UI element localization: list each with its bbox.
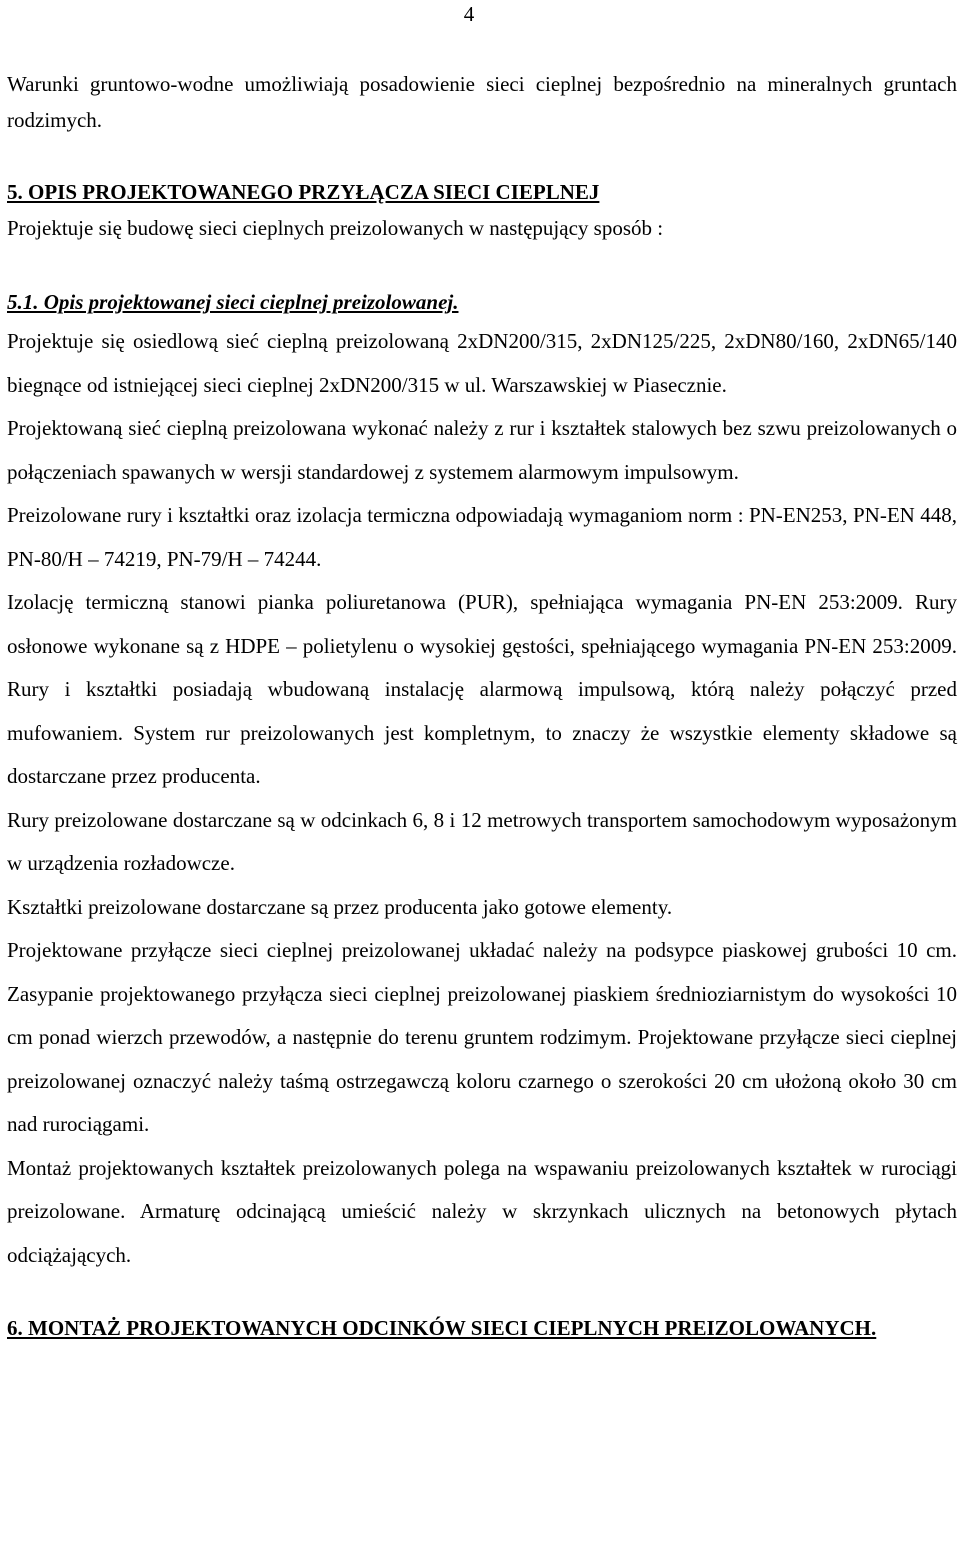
section-5-heading: 5. OPIS PROJEKTOWANEGO PRZYŁĄCZA SIECI CIEPLNEJ <box>7 180 600 204</box>
page-number: 4 <box>463 2 475 26</box>
document-body <box>7 66 957 1350</box>
paragraph-pipe-material: Projektowaną sieć cieplną preizolowana wykonać należy z rur i kształtek stalowych bez szwu preizolowanych o połączeniach spawanych w wersji standardowej z systemem alarmowym impulsowym. <box>7 416 957 484</box>
paragraph-laying: Projektowane przyłącze sieci cieplnej preizolowanej układać należy na podsypce piaskowej grubości 10 cm. Zasypanie projektowanego przyłącza sieci cieplnej preizolowanej piaskiem średnioziarnistym do wysokości 10 cm ponad wierzch przewodów, a następnie do terenu gruntem rodzimym. Projektowane przyłącze sieci cieplnej preizolowanej oznaczyć należy taśmą ostrzegawczą koloru czarnego o szerokości 20 cm ułożoną około 30 cm nad rurociągami. <box>7 938 957 1136</box>
spacer <box>7 1277 957 1307</box>
section-5-intro: Projektuje się budowę sieci cieplnych preizolowanych w następujący sposób : <box>7 216 664 240</box>
spacer <box>7 246 957 284</box>
paragraph-insulation: Izolację termiczną stanowi pianka poliuretanowa (PUR), spełniająca wymagania PN-EN 253:2009. Rury osłonowe wykonane są z HDPE – polietylenu o wysokiej gęstości, spełniającego wymagania PN-EN 253:2009. Rury i kształtki posiadają wbudowaną instalację alarmową impulsową, którą należy połączyć przed mufowaniem. System rur preizolowanych jest kompletnym, to znaczy że wszystkie elementy składowe są dostarczane przez producenta. <box>7 590 957 788</box>
section-5-1-heading: 5.1. Opis projektowanej sieci cieplnej preizolowanej. <box>7 290 459 314</box>
paragraph-assembly: Montaż projektowanych kształtek preizolowanych polega na wspawaniu preizolowanych kształtek w rurociągi preizolowane. Armaturę odcinającą umieścić należy w skrzynkach ulicznych na betonowych płytach odciążających. <box>7 1155 957 1267</box>
section-6-heading: 6. MONTAŻ PROJEKTOWANYCH ODCINKÓW SIECI CIEPLNYCH PREIZOLOWANYCH. <box>7 1316 877 1340</box>
spacer <box>7 138 957 174</box>
paragraph-fittings: Kształtki preizolowane dostarczane są przez producenta jako gotowe elementy. <box>7 894 673 919</box>
paragraph-delivery: Rury preizolowane dostarczane są w odcinkach 6, 8 i 12 metrowych transportem samochodowym wyposażonym w urządzenia rozładowcze. <box>7 807 957 875</box>
paragraph-network-description: Projektuje się osiedlową sieć cieplną preizolowaną 2xDN200/315, 2xDN125/225, 2xDN80/160, 2xDN65/140 biegnące od istniejącej sieci cieplnej 2xDN200/315 w ul. Warszawskiej w Piasecznie. <box>7 329 957 397</box>
paragraph-standards: Preizolowane rury i kształtki oraz izolacja termiczna odpowiadają wymaganiom norm : PN-EN253, PN-EN 448, PN-80/H – 74219, PN-79/H – 74244. <box>7 503 957 571</box>
intro-paragraph: Warunki gruntowo-wodne umożliwiają posadowienie sieci cieplnej bezpośrednio na mineralnych gruntach rodzimych. <box>7 72 957 132</box>
